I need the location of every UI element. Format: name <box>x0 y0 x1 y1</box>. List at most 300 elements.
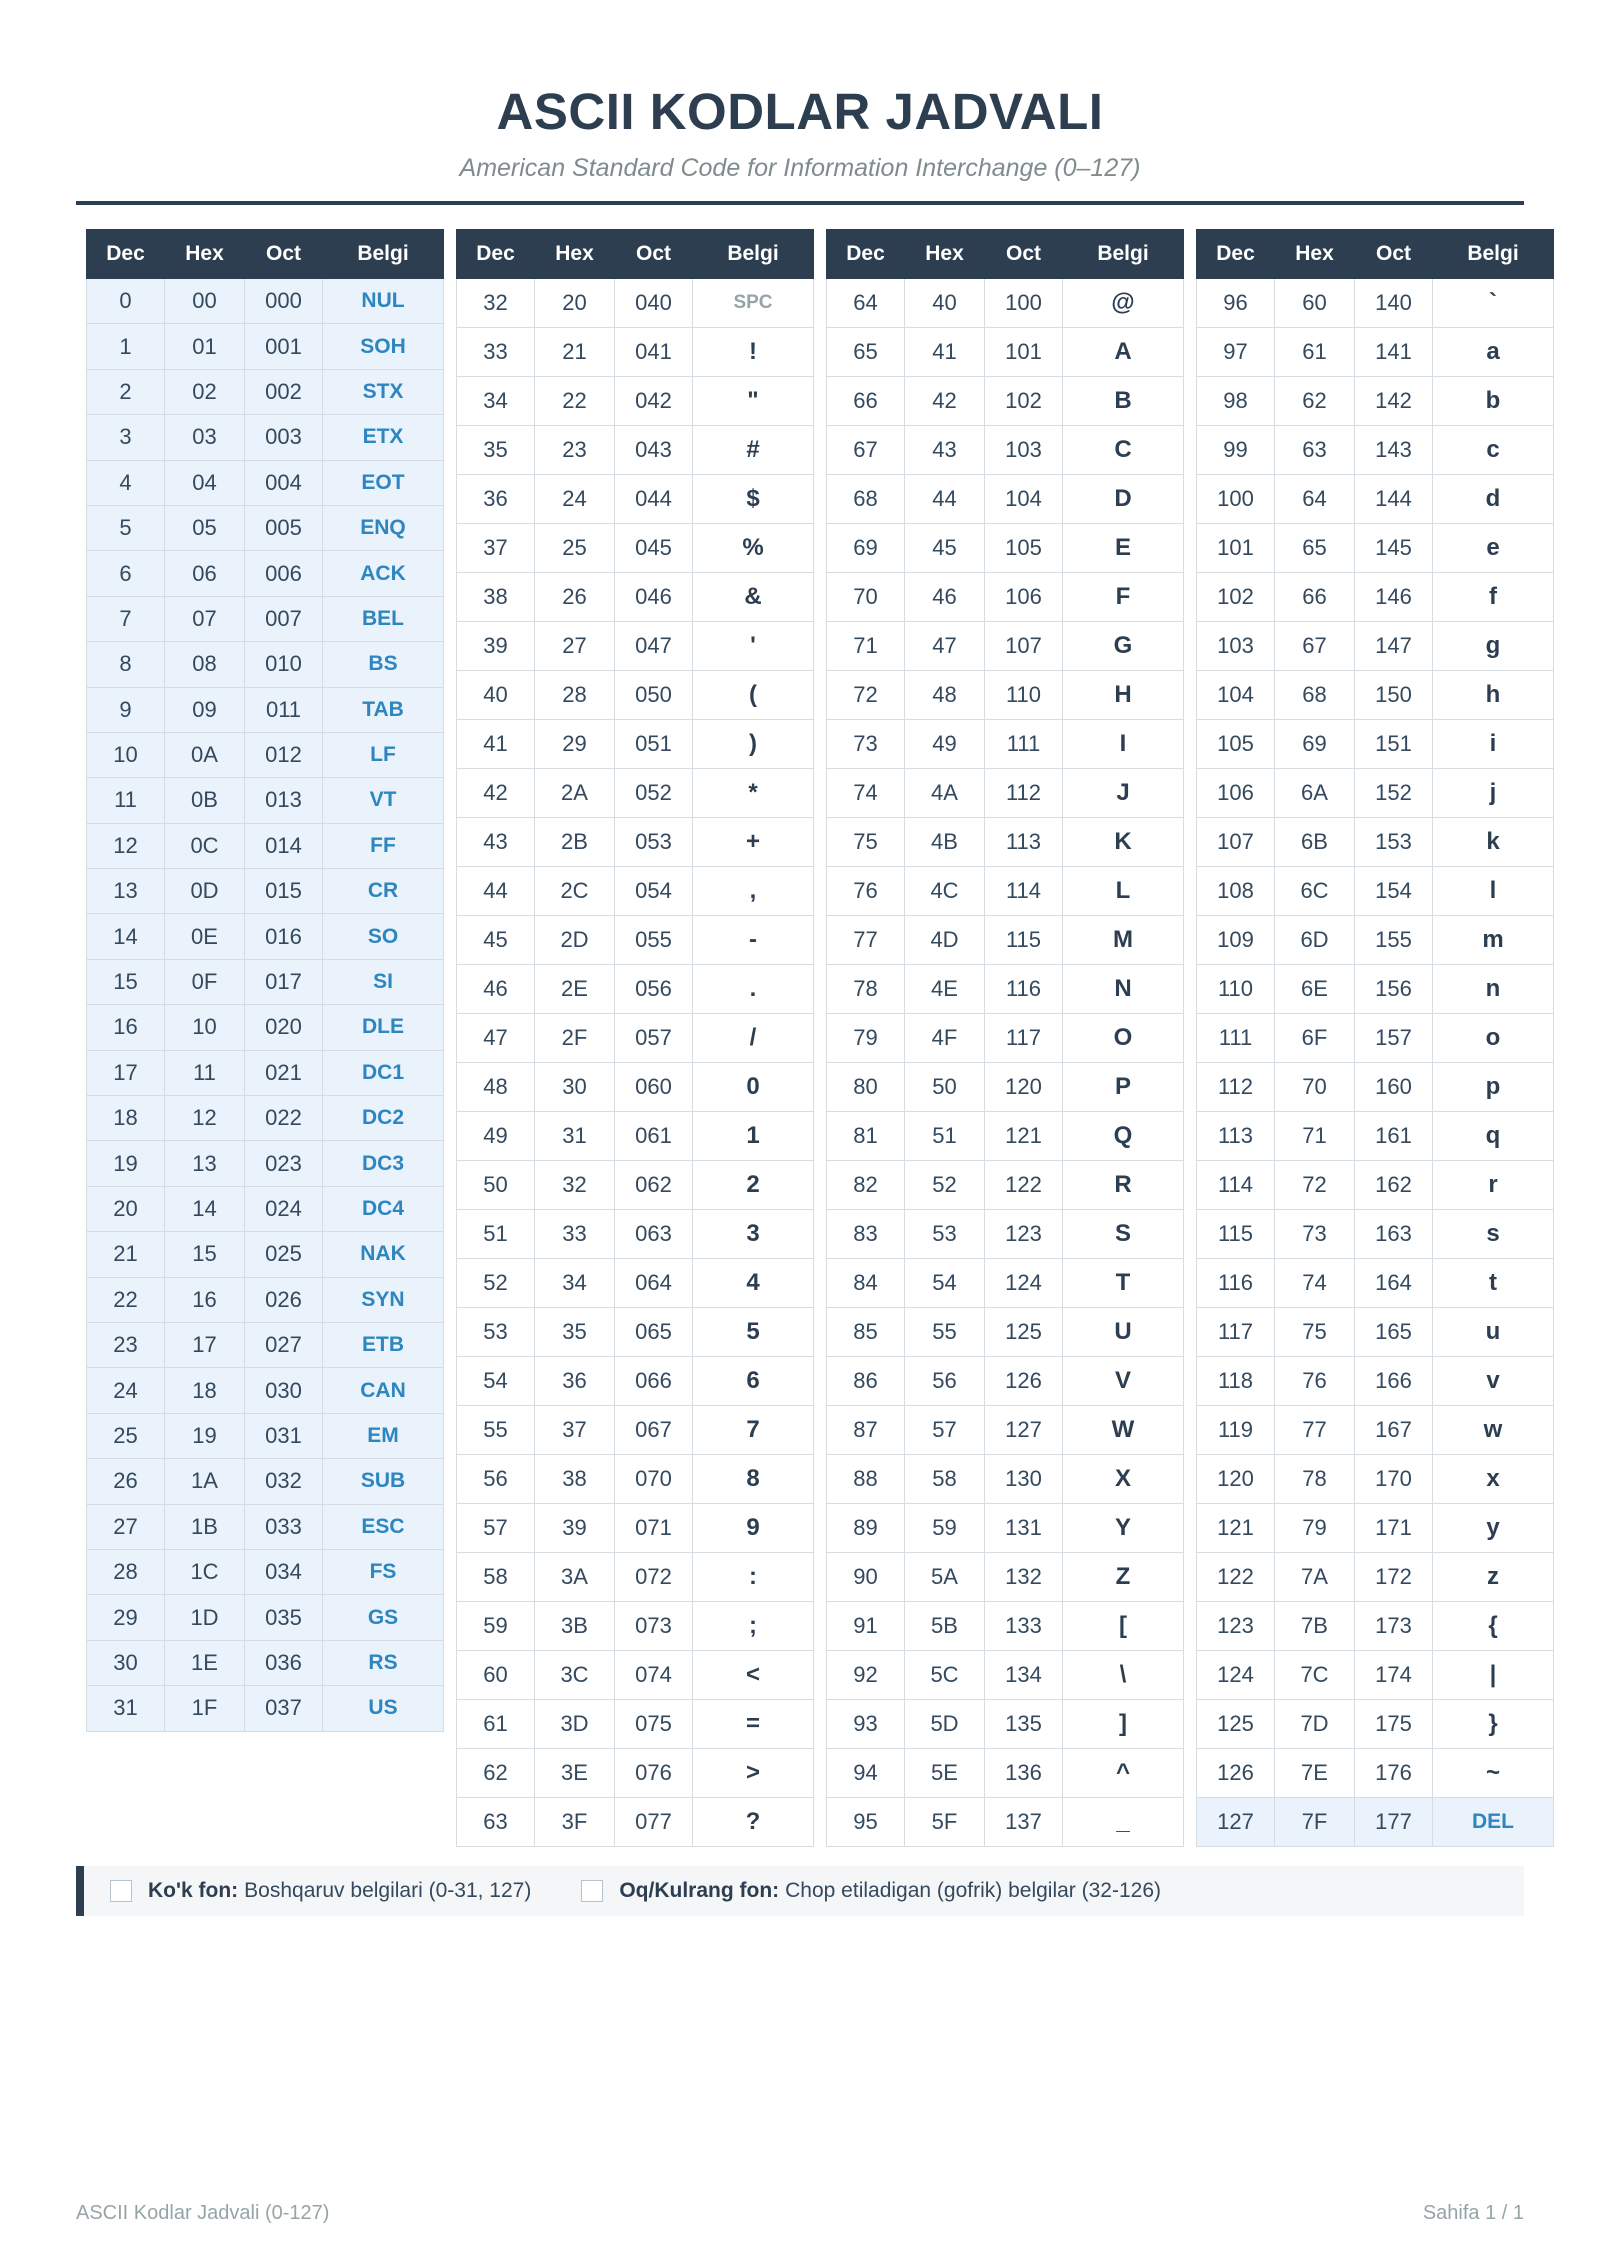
table-row <box>87 279 444 324</box>
table-row <box>87 1368 444 1413</box>
cell-sym: 1 <box>693 1112 814 1161</box>
cell-sym: D <box>1063 475 1184 524</box>
cell-oct: 111 <box>985 720 1063 769</box>
cell-oct: 126 <box>985 1357 1063 1406</box>
cell-oct: 043 <box>615 426 693 475</box>
cell-dec: 14 <box>87 914 165 959</box>
table-row <box>457 1014 814 1063</box>
table-row <box>1197 1112 1554 1161</box>
cell-hex: 19 <box>165 1413 245 1458</box>
cell-sym: ) <box>693 720 814 769</box>
cell-hex: 12 <box>165 1096 245 1141</box>
cell-oct: 046 <box>615 573 693 622</box>
legend-printable-text: Chop etiladigan (gofrik) belgilar (32-126) <box>785 1879 1162 1902</box>
cell-hex: 75 <box>1275 1308 1355 1357</box>
cell-oct: 156 <box>1355 965 1433 1014</box>
table-row <box>827 1112 1184 1161</box>
table-row <box>457 1700 814 1749</box>
cell-oct: 151 <box>1355 720 1433 769</box>
cell-hex: 39 <box>535 1504 615 1553</box>
column-header-sym: Belgi <box>1433 230 1554 279</box>
column-header-dec: Dec <box>87 230 165 279</box>
cell-sym: f <box>1433 573 1554 622</box>
cell-hex: 60 <box>1275 279 1355 328</box>
cell-hex: 26 <box>535 573 615 622</box>
cell-hex: 69 <box>1275 720 1355 769</box>
cell-oct: 101 <box>985 328 1063 377</box>
table-row <box>827 475 1184 524</box>
cell-hex: 7B <box>1275 1602 1355 1651</box>
cell-hex: 3A <box>535 1553 615 1602</box>
table-row <box>827 1749 1184 1798</box>
cell-oct: 107 <box>985 622 1063 671</box>
cell-sym: Y <box>1063 1504 1184 1553</box>
cell-oct: 065 <box>615 1308 693 1357</box>
cell-sym: Z <box>1063 1553 1184 1602</box>
table-row <box>87 369 444 414</box>
legend <box>76 1866 1524 1916</box>
cell-oct: 036 <box>245 1640 323 1685</box>
cell-hex: 64 <box>1275 475 1355 524</box>
cell-oct: 014 <box>245 823 323 868</box>
cell-oct: 133 <box>985 1602 1063 1651</box>
table-row <box>87 732 444 777</box>
cell-sym: Q <box>1063 1112 1184 1161</box>
cell-oct: 172 <box>1355 1553 1433 1602</box>
cell-hex: 53 <box>905 1210 985 1259</box>
cell-oct: 131 <box>985 1504 1063 1553</box>
cell-hex: 37 <box>535 1406 615 1455</box>
cell-hex: 5E <box>905 1749 985 1798</box>
column-header-dec: Dec <box>1197 230 1275 279</box>
cell-hex: 55 <box>905 1308 985 1357</box>
table-row <box>457 524 814 573</box>
cell-oct: 063 <box>615 1210 693 1259</box>
cell-oct: 160 <box>1355 1063 1433 1112</box>
cell-oct: 167 <box>1355 1406 1433 1455</box>
cell-dec: 63 <box>457 1798 535 1847</box>
column-header-dec: Dec <box>827 230 905 279</box>
cell-oct: 064 <box>615 1259 693 1308</box>
cell-oct: 011 <box>245 687 323 732</box>
ascii-table-0-31 <box>86 229 444 1732</box>
table-row <box>827 1259 1184 1308</box>
cell-oct: 120 <box>985 1063 1063 1112</box>
cell-hex: 14 <box>165 1186 245 1231</box>
table-row <box>457 769 814 818</box>
cell-sym: $ <box>693 475 814 524</box>
page-title: ASCII KODLAR JADVALI <box>496 83 1104 140</box>
cell-oct: 166 <box>1355 1357 1433 1406</box>
cell-dec: 17 <box>87 1050 165 1095</box>
cell-hex: 0E <box>165 914 245 959</box>
cell-oct: 061 <box>615 1112 693 1161</box>
cell-sym: SPC <box>693 279 814 328</box>
table-row <box>1197 377 1554 426</box>
table-row <box>1197 1553 1554 1602</box>
cell-sym: , <box>693 867 814 916</box>
cell-oct: 174 <box>1355 1651 1433 1700</box>
cell-oct: 104 <box>985 475 1063 524</box>
cell-hex: 04 <box>165 460 245 505</box>
cell-sym: K <box>1063 818 1184 867</box>
cell-oct: 113 <box>985 818 1063 867</box>
cell-sym: 3 <box>693 1210 814 1259</box>
table-row <box>87 642 444 687</box>
cell-sym: w <box>1433 1406 1554 1455</box>
cell-dec: 61 <box>457 1700 535 1749</box>
cell-oct: 146 <box>1355 573 1433 622</box>
cell-hex: 54 <box>905 1259 985 1308</box>
cell-hex: 73 <box>1275 1210 1355 1259</box>
table-row <box>87 1595 444 1640</box>
footer-page-number: Sahifa 1 / 1 <box>1422 2202 1524 2224</box>
cell-sym: NAK <box>323 1232 444 1277</box>
cell-hex: 6A <box>1275 769 1355 818</box>
cell-sym: = <box>693 1700 814 1749</box>
table-row <box>827 867 1184 916</box>
table-row <box>87 324 444 369</box>
cell-dec: 116 <box>1197 1259 1275 1308</box>
cell-sym: S <box>1063 1210 1184 1259</box>
cell-sym: VT <box>323 778 444 823</box>
cell-dec: 99 <box>1197 426 1275 475</box>
cell-dec: 44 <box>457 867 535 916</box>
cell-dec: 33 <box>457 328 535 377</box>
cell-hex: 42 <box>905 377 985 426</box>
cell-oct: 051 <box>615 720 693 769</box>
table-row <box>87 823 444 868</box>
table-row <box>1197 1161 1554 1210</box>
cell-sym: O <box>1063 1014 1184 1063</box>
cell-sym: \ <box>1063 1651 1184 1700</box>
cell-oct: 100 <box>985 279 1063 328</box>
cell-hex: 45 <box>905 524 985 573</box>
cell-hex: 03 <box>165 415 245 460</box>
cell-dec: 4 <box>87 460 165 505</box>
table-row <box>827 524 1184 573</box>
cell-sym: STX <box>323 369 444 414</box>
cell-sym: q <box>1433 1112 1554 1161</box>
cell-oct: 024 <box>245 1186 323 1231</box>
table-row <box>827 426 1184 475</box>
cell-oct: 123 <box>985 1210 1063 1259</box>
cell-sym: N <box>1063 965 1184 1014</box>
cell-oct: 161 <box>1355 1112 1433 1161</box>
table-row <box>457 328 814 377</box>
cell-hex: 68 <box>1275 671 1355 720</box>
cell-dec: 86 <box>827 1357 905 1406</box>
cell-oct: 117 <box>985 1014 1063 1063</box>
table-row <box>827 720 1184 769</box>
cell-dec: 34 <box>457 377 535 426</box>
cell-oct: 134 <box>985 1651 1063 1700</box>
table-row <box>457 671 814 720</box>
cell-hex: 07 <box>165 596 245 641</box>
cell-sym: SUB <box>323 1459 444 1504</box>
cell-oct: 044 <box>615 475 693 524</box>
cell-sym: u <box>1433 1308 1554 1357</box>
cell-hex: 62 <box>1275 377 1355 426</box>
cell-sym: ACK <box>323 551 444 596</box>
cell-dec: 111 <box>1197 1014 1275 1063</box>
cell-sym: SO <box>323 914 444 959</box>
table-row <box>457 867 814 916</box>
cell-sym: ' <box>693 622 814 671</box>
cell-sym: U <box>1063 1308 1184 1357</box>
cell-dec: 96 <box>1197 279 1275 328</box>
cell-dec: 95 <box>827 1798 905 1847</box>
table-row <box>457 1308 814 1357</box>
table-row <box>87 1232 444 1277</box>
cell-sym: < <box>693 1651 814 1700</box>
cell-dec: 69 <box>827 524 905 573</box>
cell-sym: X <box>1063 1455 1184 1504</box>
cell-oct: 171 <box>1355 1504 1433 1553</box>
cell-dec: 79 <box>827 1014 905 1063</box>
table-row <box>827 1357 1184 1406</box>
cell-oct: 115 <box>985 916 1063 965</box>
cell-sym: % <box>693 524 814 573</box>
cell-oct: 130 <box>985 1455 1063 1504</box>
table-row <box>827 1553 1184 1602</box>
legend-swatch-printable <box>581 1880 603 1902</box>
cell-sym: ? <box>693 1798 814 1847</box>
cell-dec: 115 <box>1197 1210 1275 1259</box>
cell-oct: 033 <box>245 1504 323 1549</box>
cell-oct: 034 <box>245 1549 323 1594</box>
table-row <box>1197 1602 1554 1651</box>
cell-hex: 28 <box>535 671 615 720</box>
cell-hex: 3D <box>535 1700 615 1749</box>
cell-oct: 013 <box>245 778 323 823</box>
table-row <box>457 1553 814 1602</box>
cell-oct: 035 <box>245 1595 323 1640</box>
cell-hex: 3B <box>535 1602 615 1651</box>
table-row <box>827 818 1184 867</box>
legend-item-control <box>110 1879 531 1903</box>
cell-dec: 109 <box>1197 916 1275 965</box>
cell-dec: 110 <box>1197 965 1275 1014</box>
table-row <box>827 1651 1184 1700</box>
cell-dec: 38 <box>457 573 535 622</box>
cell-dec: 118 <box>1197 1357 1275 1406</box>
cell-dec: 104 <box>1197 671 1275 720</box>
table-header-row <box>827 230 1184 279</box>
cell-sym: FS <box>323 1549 444 1594</box>
cell-oct: 075 <box>615 1700 693 1749</box>
cell-hex: 2A <box>535 769 615 818</box>
table-row <box>457 279 814 328</box>
table-row <box>87 1640 444 1685</box>
cell-oct: 012 <box>245 732 323 777</box>
cell-dec: 7 <box>87 596 165 641</box>
cell-sym: LF <box>323 732 444 777</box>
table-row <box>457 1651 814 1700</box>
cell-hex: 56 <box>905 1357 985 1406</box>
cell-oct: 165 <box>1355 1308 1433 1357</box>
cell-oct: 164 <box>1355 1259 1433 1308</box>
cell-hex: 67 <box>1275 622 1355 671</box>
cell-hex: 02 <box>165 369 245 414</box>
cell-dec: 48 <box>457 1063 535 1112</box>
cell-oct: 105 <box>985 524 1063 573</box>
cell-hex: 0A <box>165 732 245 777</box>
cell-dec: 51 <box>457 1210 535 1259</box>
cell-hex: 48 <box>905 671 985 720</box>
cell-oct: 015 <box>245 869 323 914</box>
cell-hex: 18 <box>165 1368 245 1413</box>
cell-sym: s <box>1433 1210 1554 1259</box>
cell-sym: : <box>693 1553 814 1602</box>
cell-hex: 16 <box>165 1277 245 1322</box>
cell-dec: 123 <box>1197 1602 1275 1651</box>
table-row <box>87 1186 444 1231</box>
cell-sym: ` <box>1433 279 1554 328</box>
cell-sym: M <box>1063 916 1184 965</box>
cell-sym: - <box>693 916 814 965</box>
cell-dec: 46 <box>457 965 535 1014</box>
cell-dec: 58 <box>457 1553 535 1602</box>
column-header-hex: Hex <box>905 230 985 279</box>
cell-dec: 57 <box>457 1504 535 1553</box>
cell-oct: 112 <box>985 769 1063 818</box>
cell-dec: 82 <box>827 1161 905 1210</box>
cell-hex: 10 <box>165 1005 245 1050</box>
cell-sym: J <box>1063 769 1184 818</box>
cell-sym: > <box>693 1749 814 1798</box>
cell-dec: 42 <box>457 769 535 818</box>
cell-oct: 045 <box>615 524 693 573</box>
cell-sym: P <box>1063 1063 1184 1112</box>
table-row <box>1197 622 1554 671</box>
cell-sym: US <box>323 1686 444 1731</box>
cell-oct: 163 <box>1355 1210 1433 1259</box>
cell-sym: y <box>1433 1504 1554 1553</box>
table-row <box>87 959 444 1004</box>
ascii-table-32-63 <box>456 229 814 1847</box>
cell-dec: 22 <box>87 1277 165 1322</box>
cell-dec: 103 <box>1197 622 1275 671</box>
cell-sym: 5 <box>693 1308 814 1357</box>
cell-dec: 28 <box>87 1549 165 1594</box>
cell-sym: z <box>1433 1553 1554 1602</box>
cell-oct: 000 <box>245 279 323 324</box>
cell-oct: 122 <box>985 1161 1063 1210</box>
cell-hex: 70 <box>1275 1063 1355 1112</box>
cell-oct: 106 <box>985 573 1063 622</box>
legend-control-label: Ko'k fon: <box>148 1879 239 1902</box>
cell-oct: 055 <box>615 916 693 965</box>
table-header-row <box>457 230 814 279</box>
cell-hex: 34 <box>535 1259 615 1308</box>
cell-sym: W <box>1063 1406 1184 1455</box>
cell-sym: DEL <box>1433 1798 1554 1847</box>
table-row <box>457 377 814 426</box>
cell-dec: 75 <box>827 818 905 867</box>
cell-hex: 1E <box>165 1640 245 1685</box>
cell-sym: _ <box>1063 1798 1184 1847</box>
cell-hex: 0B <box>165 778 245 823</box>
cell-oct: 132 <box>985 1553 1063 1602</box>
cell-oct: 040 <box>615 279 693 328</box>
cell-dec: 35 <box>457 426 535 475</box>
cell-dec: 1 <box>87 324 165 369</box>
cell-hex: 2E <box>535 965 615 1014</box>
cell-oct: 136 <box>985 1749 1063 1798</box>
table-row <box>1197 524 1554 573</box>
cell-sym: g <box>1433 622 1554 671</box>
cell-dec: 73 <box>827 720 905 769</box>
table-row <box>87 1005 444 1050</box>
cell-oct: 047 <box>615 622 693 671</box>
cell-dec: 18 <box>87 1096 165 1141</box>
cell-hex: 24 <box>535 475 615 524</box>
cell-dec: 9 <box>87 687 165 732</box>
cell-dec: 30 <box>87 1640 165 1685</box>
table-row <box>1197 573 1554 622</box>
cell-oct: 162 <box>1355 1161 1433 1210</box>
cell-dec: 32 <box>457 279 535 328</box>
cell-dec: 127 <box>1197 1798 1275 1847</box>
cell-dec: 37 <box>457 524 535 573</box>
cell-sym: c <box>1433 426 1554 475</box>
cell-dec: 74 <box>827 769 905 818</box>
table-row <box>457 622 814 671</box>
cell-oct: 110 <box>985 671 1063 720</box>
column-header-oct: Oct <box>245 230 323 279</box>
cell-sym: CR <box>323 869 444 914</box>
cell-sym: { <box>1433 1602 1554 1651</box>
cell-dec: 93 <box>827 1700 905 1749</box>
cell-hex: 44 <box>905 475 985 524</box>
cell-hex: 1F <box>165 1686 245 1731</box>
table-row <box>87 1549 444 1594</box>
cell-sym: e <box>1433 524 1554 573</box>
cell-sym: j <box>1433 769 1554 818</box>
cell-hex: 09 <box>165 687 245 732</box>
cell-sym: a <box>1433 328 1554 377</box>
cell-hex: 00 <box>165 279 245 324</box>
table-row <box>87 687 444 732</box>
ascii-table-64-95 <box>826 229 1184 1847</box>
column-header-hex: Hex <box>1275 230 1355 279</box>
cell-hex: 1D <box>165 1595 245 1640</box>
table-row <box>1197 1014 1554 1063</box>
cell-sym: I <box>1063 720 1184 769</box>
cell-sym: ( <box>693 671 814 720</box>
cell-hex: 6E <box>1275 965 1355 1014</box>
cell-sym: ENQ <box>323 505 444 550</box>
table-row <box>1197 818 1554 867</box>
cell-sym: l <box>1433 867 1554 916</box>
cell-oct: 144 <box>1355 475 1433 524</box>
table-row <box>1197 1798 1554 1847</box>
cell-sym: @ <box>1063 279 1184 328</box>
cell-oct: 102 <box>985 377 1063 426</box>
cell-dec: 108 <box>1197 867 1275 916</box>
column-header-oct: Oct <box>985 230 1063 279</box>
cell-dec: 20 <box>87 1186 165 1231</box>
cell-sym: ; <box>693 1602 814 1651</box>
cell-oct: 170 <box>1355 1455 1433 1504</box>
cell-sym: EOT <box>323 460 444 505</box>
cell-hex: 4F <box>905 1014 985 1063</box>
column-header-sym: Belgi <box>323 230 444 279</box>
table-row <box>1197 475 1554 524</box>
cell-oct: 056 <box>615 965 693 1014</box>
legend-item-printable <box>581 1879 1161 1903</box>
